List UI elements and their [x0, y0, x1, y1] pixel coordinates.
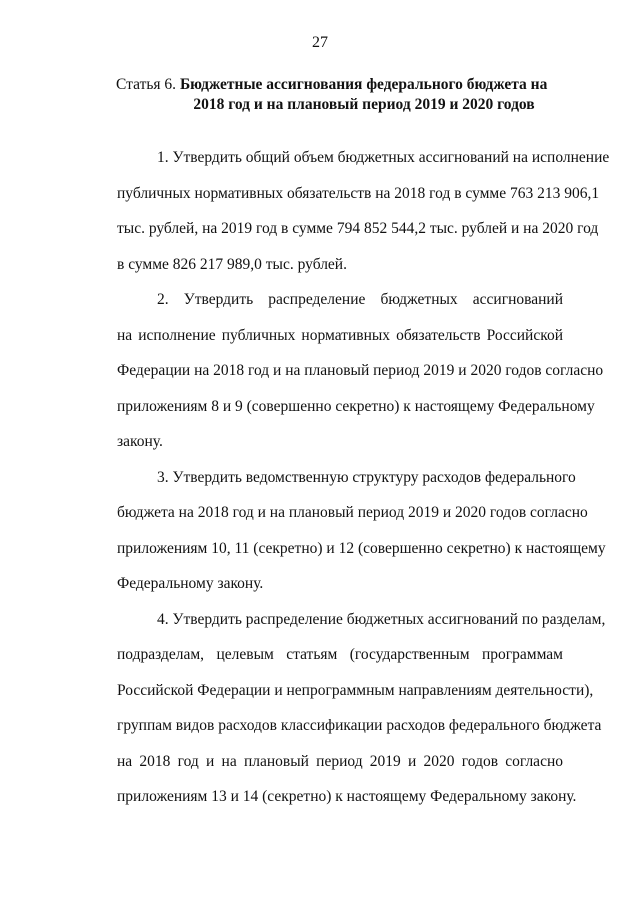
paragraph-line: 1. Утвердить общий объем бюджетных ассигнований на исполнение [157, 149, 610, 166]
article-title-line-1: Бюджетные ассигнования федерального бюджета на [179, 76, 548, 93]
paragraph-line: приложениям 8 и 9 (совершенно секретно) к настоящему Федеральному [117, 397, 595, 415]
paragraph-line: Федеральному закону. [117, 575, 264, 592]
article-title-line-2: 2018 год и на плановый период 2019 и 2020 годов [193, 96, 535, 113]
article-heading [116, 75, 562, 115]
paragraph-line: подразделам, целевым статьям (государственным программам [117, 646, 563, 663]
paragraph-line: публичных нормативных обязательств на 2018 год в сумме 763 213 906,1 [117, 184, 600, 202]
paragraph-line: на 2018 год и на плановый период 2019 и 2020 годов согласно [117, 752, 563, 770]
paragraph-line: приложениям 10, 11 (секретно) и 12 (совершенно секретно) к настоящему [117, 539, 606, 557]
page-number: 27 [312, 34, 328, 51]
paragraph-line: Федерации на 2018 год и на плановый период 2019 и 2020 годов согласно [117, 362, 604, 379]
paragraph-line: на исполнение публичных нормативных обязательств Российской [117, 326, 563, 344]
paragraph-line: в сумме 826 217 989,0 тыс. рублей. [117, 255, 347, 273]
paragraph-4 [77, 602, 606, 815]
paragraph-2 [77, 282, 604, 460]
paragraph-line: 2. Утвердить распределение бюджетных ассигнований [157, 291, 563, 308]
paragraph-3 [77, 460, 606, 602]
paragraph-line: Российской Федерации и непрограммным направлениям деятельности), [117, 681, 594, 699]
article-number: Статья 6. [116, 76, 180, 93]
paragraph-line: приложениям 13 и 14 (секретно) к настоящему Федеральному закону. [117, 788, 577, 805]
paragraph-line: 3. Утвердить ведомственную структуру расходов федерального [157, 468, 576, 486]
paragraph-1 [77, 140, 610, 282]
paragraph-line: тыс. рублей, на 2019 год в сумме 794 852 544,2 тыс. рублей и на 2020 год [117, 220, 599, 237]
article-body [77, 140, 610, 815]
paragraph-line: группам видов расходов классификации расходов федерального бюджета [117, 717, 602, 734]
paragraph-line: закону. [117, 433, 163, 450]
paragraph-line: бюджета на 2018 год и на плановый период 2019 и 2020 годов согласно [117, 504, 588, 521]
paragraph-line: 4. Утвердить распределение бюджетных ассигнований по разделам, [157, 610, 606, 628]
